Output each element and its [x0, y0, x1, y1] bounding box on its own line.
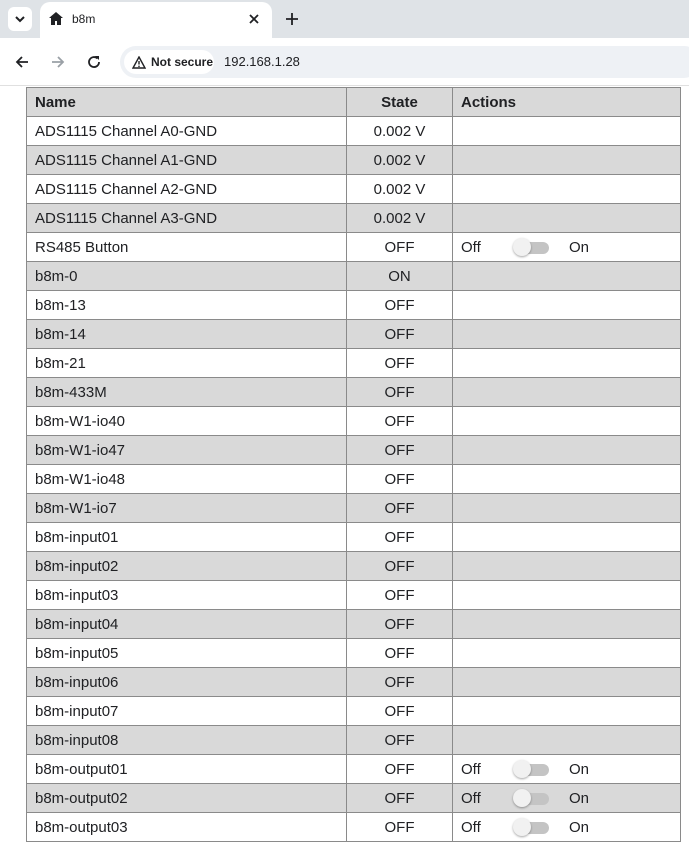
- row-state: OFF: [347, 378, 453, 407]
- toggle-knob: [513, 789, 531, 807]
- browser-toolbar: [0, 38, 689, 86]
- table-row: [27, 465, 681, 494]
- row-state: OFF: [347, 436, 453, 465]
- table-row: [27, 233, 681, 262]
- row-name: b8m-input03: [27, 581, 347, 610]
- row-state: OFF: [347, 697, 453, 726]
- toggle-knob: [513, 238, 531, 256]
- home-icon: [48, 11, 64, 27]
- row-state: OFF: [347, 523, 453, 552]
- row-actions: [453, 494, 681, 523]
- security-indicator[interactable]: [124, 50, 214, 74]
- toggle-off-label: Off: [461, 818, 481, 836]
- row-name: b8m-input02: [27, 552, 347, 581]
- back-button[interactable]: [12, 52, 32, 72]
- row-state: OFF: [347, 407, 453, 436]
- table-row: [27, 349, 681, 378]
- arrow-left-icon: [14, 54, 30, 70]
- row-name: b8m-W1-io40: [27, 407, 347, 436]
- row-actions: [453, 639, 681, 668]
- row-name: b8m-W1-io47: [27, 436, 347, 465]
- toggle-off-label: Off: [461, 760, 481, 778]
- toggle-control: [461, 819, 672, 836]
- table-row: [27, 581, 681, 610]
- toggle-switch[interactable]: [513, 791, 549, 805]
- row-actions: [453, 349, 681, 378]
- row-state: OFF: [347, 465, 453, 494]
- page-viewport: [0, 86, 689, 860]
- toggle-off-label: Off: [461, 789, 481, 807]
- browser-tab[interactable]: [40, 2, 272, 38]
- actions-column-header: Actions: [453, 88, 681, 117]
- table-row: [27, 784, 681, 813]
- tab-strip: [0, 0, 689, 38]
- row-actions: [453, 117, 681, 146]
- toggle-knob: [513, 760, 531, 778]
- row-state: 0.002 V: [347, 146, 453, 175]
- row-name: b8m-output01: [27, 755, 347, 784]
- row-name: b8m-input05: [27, 639, 347, 668]
- row-state: OFF: [347, 581, 453, 610]
- row-state: OFF: [347, 784, 453, 813]
- table-row: [27, 668, 681, 697]
- toggle-control: [461, 761, 672, 778]
- table-row: [27, 726, 681, 755]
- row-actions: [453, 262, 681, 291]
- name-column-header: Name: [27, 88, 347, 117]
- row-state: OFF: [347, 349, 453, 378]
- table-row: [27, 494, 681, 523]
- row-state: 0.002 V: [347, 204, 453, 233]
- row-actions: [453, 813, 681, 842]
- row-name: b8m-input04: [27, 610, 347, 639]
- table-row: [27, 146, 681, 175]
- toggle-on-label: On: [569, 238, 590, 256]
- toggle-on-label: On: [569, 818, 590, 836]
- row-state: OFF: [347, 552, 453, 581]
- toggle-on-label: On: [569, 789, 590, 807]
- new-tab-button[interactable]: [283, 10, 301, 28]
- toggle-switch[interactable]: [513, 820, 549, 834]
- table-body: [27, 117, 681, 842]
- row-state: OFF: [347, 639, 453, 668]
- row-actions: [453, 523, 681, 552]
- table-row: [27, 204, 681, 233]
- table-row: [27, 639, 681, 668]
- row-actions: [453, 581, 681, 610]
- table-row: [27, 755, 681, 784]
- close-tab-button[interactable]: [246, 11, 262, 27]
- table-row: [27, 523, 681, 552]
- toggle-control: [461, 239, 672, 256]
- row-state: OFF: [347, 610, 453, 639]
- row-name: b8m-input08: [27, 726, 347, 755]
- row-actions: [453, 436, 681, 465]
- reload-icon: [86, 54, 102, 70]
- row-actions: [453, 668, 681, 697]
- state-column-header: State: [347, 88, 453, 117]
- row-actions: [453, 465, 681, 494]
- row-state: OFF: [347, 668, 453, 697]
- table-row: [27, 610, 681, 639]
- row-actions: [453, 378, 681, 407]
- toggle-switch[interactable]: [513, 762, 549, 776]
- row-state: 0.002 V: [347, 117, 453, 146]
- row-name: b8m-21: [27, 349, 347, 378]
- row-name: ADS1115 Channel A0-GND: [27, 117, 347, 146]
- row-name: ADS1115 Channel A2-GND: [27, 175, 347, 204]
- table-row: [27, 552, 681, 581]
- row-actions: [453, 146, 681, 175]
- row-name: ADS1115 Channel A1-GND: [27, 146, 347, 175]
- table-header-row: [27, 88, 681, 117]
- close-icon: [249, 14, 259, 24]
- security-label: Not secure: [151, 55, 214, 69]
- row-state: OFF: [347, 813, 453, 842]
- row-name: b8m-input01: [27, 523, 347, 552]
- row-name: ADS1115 Channel A3-GND: [27, 204, 347, 233]
- address-bar[interactable]: [120, 46, 689, 78]
- row-state: OFF: [347, 494, 453, 523]
- warning-icon: [132, 56, 146, 69]
- plus-icon: [285, 12, 299, 26]
- table-row: [27, 262, 681, 291]
- reload-button[interactable]: [84, 52, 104, 72]
- row-state: OFF: [347, 755, 453, 784]
- row-actions: [453, 610, 681, 639]
- row-state: OFF: [347, 291, 453, 320]
- row-name: b8m-output03: [27, 813, 347, 842]
- row-actions: [453, 233, 681, 262]
- table-row: [27, 407, 681, 436]
- table-row: [27, 813, 681, 842]
- row-state: OFF: [347, 320, 453, 349]
- toggle-knob: [513, 818, 531, 836]
- url-text: 192.168.1.28: [224, 54, 300, 69]
- row-actions: [453, 291, 681, 320]
- row-state: ON: [347, 262, 453, 291]
- row-state: 0.002 V: [347, 175, 453, 204]
- row-actions: [453, 784, 681, 813]
- row-actions: [453, 726, 681, 755]
- row-name: b8m-0: [27, 262, 347, 291]
- row-actions: [453, 755, 681, 784]
- row-state: OFF: [347, 726, 453, 755]
- toggle-on-label: On: [569, 760, 590, 778]
- table-row: [27, 291, 681, 320]
- row-state: OFF: [347, 233, 453, 262]
- toggle-off-label: Off: [461, 238, 481, 256]
- table-row: [27, 175, 681, 204]
- toggle-switch[interactable]: [513, 240, 549, 254]
- arrow-right-icon: [50, 54, 66, 70]
- row-actions: [453, 552, 681, 581]
- tab-search-button[interactable]: [8, 7, 32, 31]
- row-name: b8m-output02: [27, 784, 347, 813]
- row-name: b8m-433M: [27, 378, 347, 407]
- forward-button[interactable]: [48, 52, 68, 72]
- tab-title: b8m: [72, 12, 96, 26]
- table-row: [27, 117, 681, 146]
- table-row: [27, 436, 681, 465]
- table-row: [27, 697, 681, 726]
- status-table: [26, 87, 681, 842]
- row-name: b8m-input06: [27, 668, 347, 697]
- row-name: b8m-W1-io48: [27, 465, 347, 494]
- row-name: b8m-input07: [27, 697, 347, 726]
- toggle-control: [461, 790, 672, 807]
- row-name: b8m-W1-io7: [27, 494, 347, 523]
- row-name: b8m-14: [27, 320, 347, 349]
- table-row: [27, 320, 681, 349]
- row-actions: [453, 175, 681, 204]
- row-actions: [453, 320, 681, 349]
- table-row: [27, 378, 681, 407]
- row-name: b8m-13: [27, 291, 347, 320]
- row-actions: [453, 697, 681, 726]
- row-actions: [453, 407, 681, 436]
- row-name: RS485 Button: [27, 233, 347, 262]
- row-actions: [453, 204, 681, 233]
- chevron-down-icon: [14, 13, 26, 25]
